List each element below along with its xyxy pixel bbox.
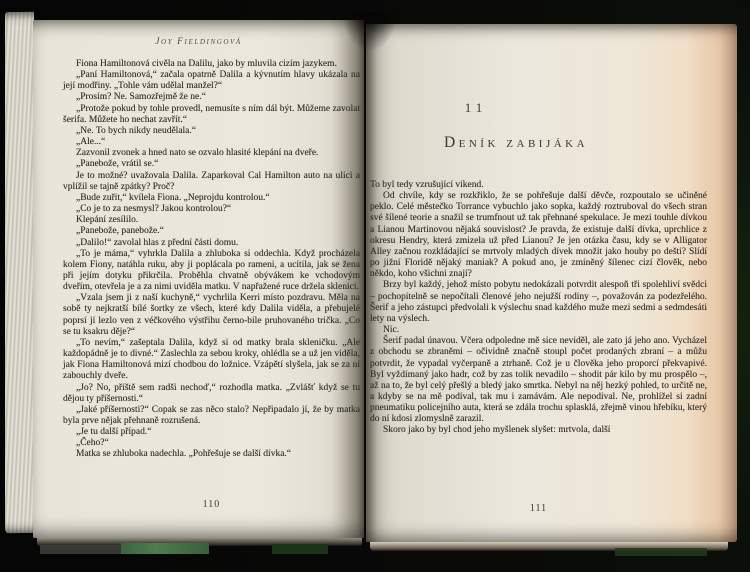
left-fore-edge-pages: [5, 12, 34, 533]
paragraph: „Co je to za nesmysl? Jakou kontrolou?“: [76, 204, 232, 215]
paragraph: Skoro jako by byl chod jeho myšlenek slyšet: mrtvola, další: [383, 425, 611, 436]
chapter-number: 11: [464, 100, 488, 115]
table-object-green: [121, 543, 209, 554]
table-object-dark-green: [272, 544, 328, 554]
paragraph: „To nevím,“ zašeptala Dalila, když si od matky brala skleničku. „Ale každopádně je to divné.“ Zaslechla za sebou kroky, ohlédla se a už jen viděla, jak Fiona Hamiltonová mizí chodbou do ložnice. Vzápětí slyšela, jak se za ní zabouchly dveře.: [63, 337, 360, 382]
paragraph: „Panebože, panebože.“: [76, 226, 164, 237]
paragraph: Fiona Hamiltonová civěla na Dalilu, jako by mluvila cizím jazykem.: [76, 59, 337, 69]
right-page-number: 111: [529, 503, 548, 514]
paragraph: „Jaké příšernosti?“ Copak se zas něco stalo? Nepřipadalo jí, že by matka byla prve nějak přehnaně rozrušená.: [63, 404, 360, 426]
paragraph: „Prosím? Ne. Samozřejmě že ne.“: [76, 92, 206, 103]
paragraph: „Čeho?“: [76, 438, 109, 449]
paragraph: „Protože pokud by tohle provedl, nemusíte s ním dál být. Můžeme zavolat šerifa. Můžete ho nechat zavřít.“: [63, 103, 360, 125]
gutter-shadow: [342, 12, 398, 52]
paragraph: „Dalilo!“ zavolal hlas z přední části domu.: [76, 237, 239, 248]
paragraph: Zazvonil zvonek a hned nato se ozvalo hlasité klepání na dveře.: [76, 148, 319, 159]
running-header-author: Joy Fieldingová: [155, 37, 242, 47]
right-page: [366, 24, 737, 542]
paragraph: „Je tu další případ.“: [76, 427, 152, 438]
paragraph: Šerif padal únavou. Včera odpoledne mě sice neviděl, ale zato já jeho ano. Vycházel z obchodu se zbraněmi – očividně značně stoupl počet prodaných zbraní – a můžu potvrdit, že vypadal vyčerpaně a ztrhaně. Což je u člověka jeho proporcí překvapivé. Byl vyždímaný jako hadr, což by zas tolik nevadilo – shodit pár kilo by mu prospělo –, až na to, že byl celý přešlý a bledý jako smrtka. Nebyl na něj hezký pohled, to určitě ne, a kdyby se na mě podíval, tak mu i zamávám. Ale nepodíval. Ne, prohlížel si zadní pneumatiku policejního auta, která se zdála trochu splasklá, zřejmě vinou hřebíku, který do ní kdosi zlomyslně zarazil.: [370, 336, 707, 425]
paragraph: „To je máma,“ vyhrkla Dalila a zhluboka si oddechla. Když procházela kolem Fiony, natáhla ruku, aby ji poplácala po rameni, a ucítila, jak se žena při jejím dotyku přikrčila. Proběhla chvatně obývákem ke vchodovým dveřím, otevřela je a za nimi uviděla matku. V napřažené ruce držela sklenici.: [63, 248, 360, 293]
paragraph: To byl tedy vzrušující víkend.: [370, 180, 484, 190]
paragraph: Matka se zhluboka nadechla. „Pohřešuje se další dívka.“: [76, 449, 291, 460]
paragraph: Je to možné? uvažovala Dalila. Zaparkoval Cal Hamilton auto na ulici a vplížil se tajně zpátky? Proč?: [63, 170, 360, 192]
chapter-title: Deník zabijáka: [443, 134, 589, 151]
paragraph: Od chvíle, kdy se rozkřiklo, že se pohřešuje další děvče, rozpoutalo se učiněné peklo. Celé městečko Torrance vybuchlo jako sopka, každý roztruboval do všech stran své šílené teorie a snažil se trumfnout už tak přehnané spekulace. Je mezi touhle dívkou a Lianou Martinovou nějaká souvislost? Je pravda, že existuje další dívka, uprchlice z okresu Hendry, která zmizela už před Lianou? Je jen otázka času, kdy se v Alligator Alley začnou rozkládající se mrtvoly mladých dívek množit jako houby po dešti? Slídí po jižní Floridě nějaký maniak? A pokud ano, je zmíněný šílenec cizí člověk, nebo někdo, koho všichni znají?: [370, 191, 707, 280]
paragraph: „Vzala jsem ji z naší kuchyně,“ vychrlila Kerri místo pozdravu. Měla na sobě ty nejkratší bílé šortky ze všech, které kdy Dalila viděla, a přebujelé poprsí jí lezlo ven z véčkového výstřihu černo-bíle pruhovaného trička. „Co se tu ksakru děje?“: [63, 293, 360, 337]
paragraph: „Paní Hamiltonová,“ začala opatrně Dalila a kývnutím hlavy ukázala na její modřiny. „Tohle vám udělal manžel?“: [63, 70, 360, 92]
left-page-number: 110: [202, 499, 221, 510]
paragraph: Nic.: [383, 325, 400, 336]
left-page: [33, 20, 364, 538]
right-page-body-text: [370, 180, 707, 437]
paragraph: „Bude zuřit,“ kvílela Fiona. „Neprojdu kontrolou.“: [76, 192, 270, 203]
table-object-green-right: [615, 548, 707, 556]
paragraph: „Ne. To bych nikdy neudělala.“: [76, 125, 196, 136]
left-page-body-text: [63, 59, 360, 461]
right-frame-border: [737, 0, 750, 572]
table-object-grey: [40, 545, 122, 554]
paragraph: „Ale...“: [76, 137, 106, 148]
paragraph: „Jo? No, příště sem radši nechoď,“ rozhodla matka. „Zvlášť když se tu dějou ty příšernosti.“: [63, 382, 360, 404]
paragraph: „Panebože, vrátil se.“: [76, 159, 159, 170]
paragraph: Klepání zesílilo.: [76, 215, 139, 226]
paragraph: Brzy byl každý, jehož místo pobytu nedokázali potvrdit alespoň tři spolehliví svědci – pochopitelně se nepočítali členové jeho nejužší rodiny –, považován za podezřelého. Šerif a jeho zástupci předvolali k výslechu snad každého muže mezi sedmi a sedmdesáti lety na výslech.: [370, 280, 707, 324]
